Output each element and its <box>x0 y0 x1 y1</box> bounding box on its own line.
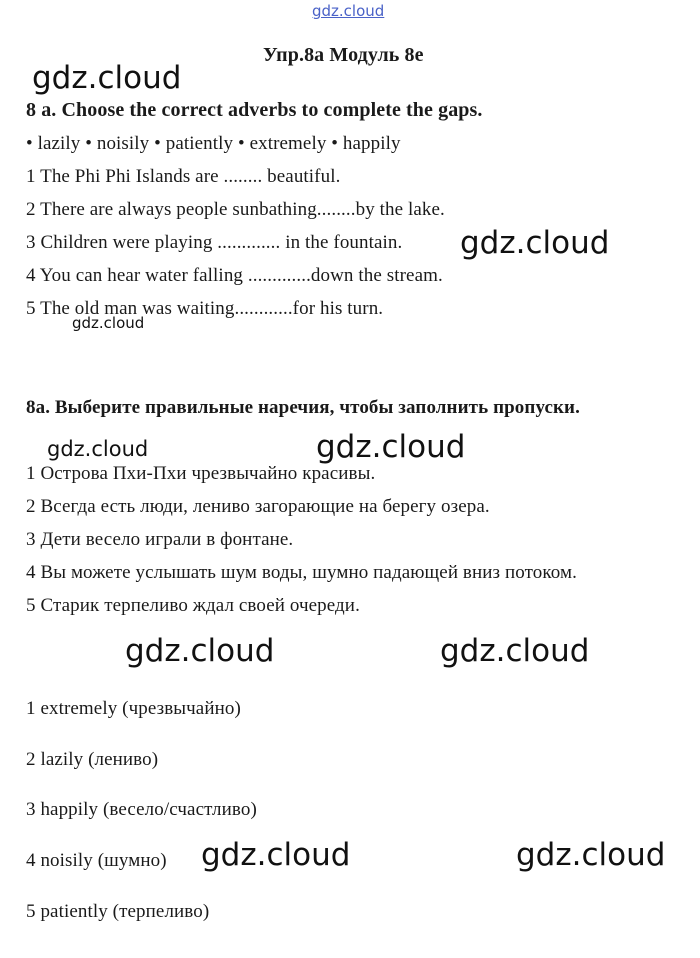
english-item: 4 You can hear water falling .............down the stream. <box>26 265 443 286</box>
watermark: gdz.cloud <box>460 225 610 261</box>
watermark: gdz.cloud <box>72 314 145 332</box>
english-item: 2 There are always people sunbathing........by the lake. <box>26 199 445 220</box>
watermark: gdz.cloud <box>201 837 351 873</box>
answer-item: 3 happily (весело/счастливо) <box>26 799 257 820</box>
russian-item: 2 Всегда есть люди, лениво загорающие на берегу озера. <box>26 496 490 517</box>
watermark: gdz.cloud <box>440 633 590 669</box>
watermark: gdz.cloud <box>47 437 149 461</box>
top-watermark: gdz.cloud <box>312 2 385 20</box>
word-bank: • lazily • noisily • patiently • extremely • happily <box>26 133 401 154</box>
english-heading: 8 a. Choose the correct adverbs to complete the gaps. <box>26 99 483 121</box>
russian-item: 4 Вы можете услышать шум воды, шумно падающей вниз потоком. <box>26 562 577 583</box>
russian-heading: 8a. Выберите правильные наречия, чтобы заполнить пропуски. <box>26 397 580 418</box>
answer-item: 2 lazily (лениво) <box>26 749 159 770</box>
watermark: gdz.cloud <box>316 429 466 465</box>
answer-item: 1 extremely (чрезвычайно) <box>26 698 241 719</box>
page-title: Упр.8а Модуль 8е <box>263 44 424 66</box>
watermark: gdz.cloud <box>125 633 275 669</box>
russian-item: 5 Старик терпеливо ждал своей очереди. <box>26 595 360 616</box>
english-item: 1 The Phi Phi Islands are ........ beautiful. <box>26 166 341 187</box>
answer-item: 4 noisily (шумно) <box>26 850 167 871</box>
watermark: gdz.cloud <box>516 837 666 873</box>
answer-item: 5 patiently (терпеливо) <box>26 901 210 922</box>
watermark: gdz.cloud <box>32 60 182 96</box>
english-item: 5 The old man was waiting............for his turn. <box>26 298 384 319</box>
russian-item: 1 Острова Пхи-Пхи чрезвычайно красивы. <box>26 463 376 484</box>
english-item: 3 Children were playing ............. in the fountain. <box>26 232 403 253</box>
russian-item: 3 Дети весело играли в фонтане. <box>26 529 294 550</box>
